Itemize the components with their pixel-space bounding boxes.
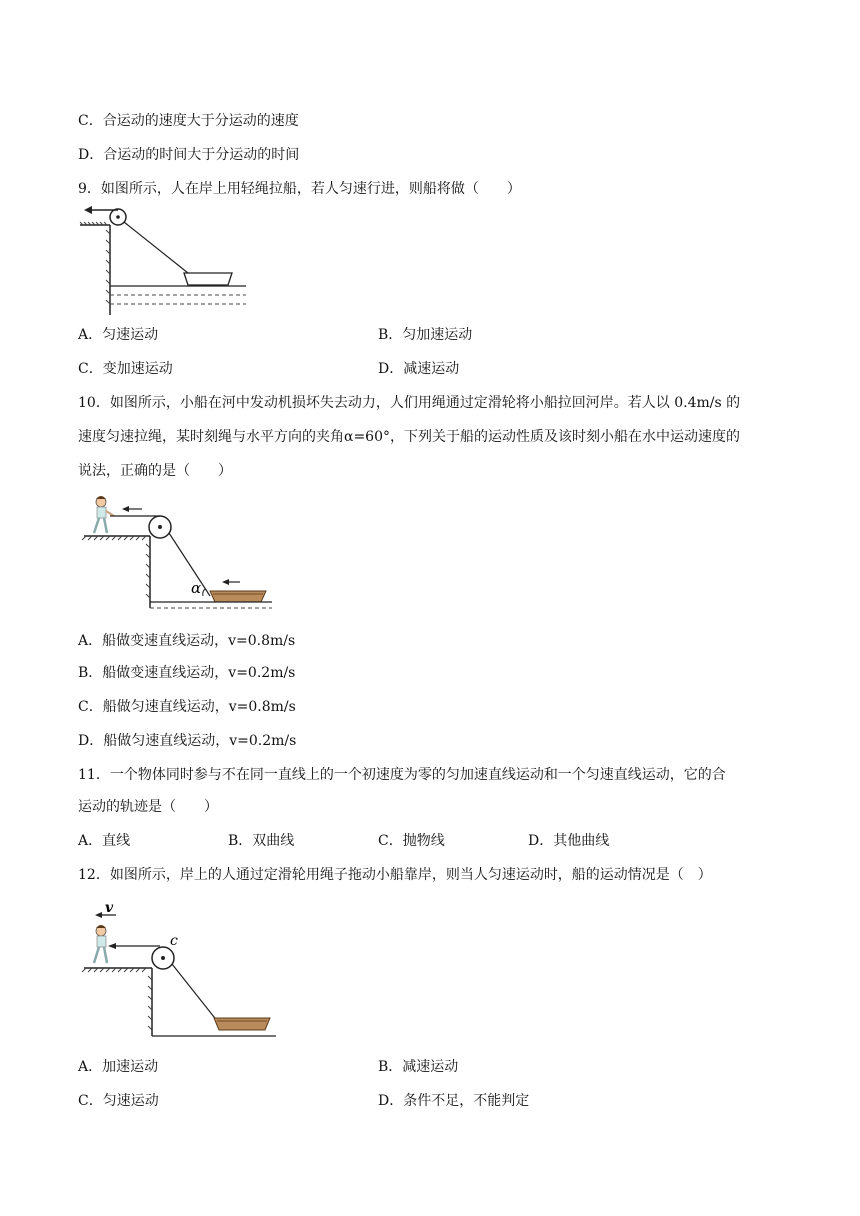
q8-option-c: C．合运动的速度大于分运动的速度	[78, 113, 299, 129]
q9-option-b: B．匀加速运动	[378, 327, 473, 343]
q11-stem-line1: 11．一个物体同时参与不在同一直线上的一个初速度为零的匀加速直线运动和一个匀速直线运动，它的合	[78, 767, 726, 783]
q11-stem-line2: 运动的轨迹是（ ）	[78, 799, 218, 815]
q11-option-c: C．抛物线	[378, 833, 445, 849]
q12-option-a: A．加速运动	[78, 1059, 159, 1075]
q12-option-b: B．减速运动	[378, 1059, 459, 1075]
q9-option-d: D．减速运动	[378, 361, 460, 377]
q12-option-d: D．条件不足，不能判定	[378, 1093, 530, 1109]
angle-label: α	[191, 579, 202, 597]
q12-stem: 12．如图所示，岸上的人通过定滑轮用绳子拖动小船靠岸，则当人匀速运动时，船的运动情况是（ ）	[78, 867, 712, 883]
person-icon	[94, 925, 107, 963]
q9-figure	[76, 200, 256, 320]
q11-option-d: D．其他曲线	[528, 833, 610, 849]
q10-figure	[80, 490, 280, 615]
q10-option-a: A．船做变速直线运动，v=0.8m/s	[78, 633, 296, 649]
q10-option-c: C．船做匀速直线运动，v=0.8m/s	[78, 699, 296, 715]
q10-stem-line2: 速度匀速拉绳，某时刻绳与水平方向的夹角α=60°，下列关于船的运动性质及该时刻小船在水中运动速度的	[78, 429, 740, 445]
q9-option-c: C．变加速运动	[78, 361, 173, 377]
q8-option-d: D．合运动的时间大于分运动的时间	[78, 147, 300, 163]
q11-option-b: B．双曲线	[228, 833, 295, 849]
q9-option-a: A．匀速运动	[78, 327, 159, 343]
person-icon	[94, 496, 114, 533]
q12-option-c: C．匀速运动	[78, 1093, 159, 1109]
pulley-label: c	[170, 933, 178, 949]
q10-option-b: B．船做变速直线运动，v=0.2m/s	[78, 665, 296, 681]
q11-option-a: A．直线	[78, 833, 131, 849]
q12-figure	[80, 898, 280, 1043]
velocity-label: v	[105, 900, 114, 916]
q10-stem-line1: 10．如图所示，小船在河中发动机损坏失去动力，人们用绳通过定滑轮将小船拉回河岸。若人以 0.4m/s 的	[78, 395, 741, 411]
q9-stem: 9．如图所示，人在岸上用轻绳拉船，若人匀速行进，则船将做（ ）	[78, 181, 521, 197]
q10-stem-line3: 说法，正确的是（ ）	[78, 463, 232, 479]
q10-option-d: D．船做匀速直线运动，v=0.2m/s	[78, 733, 297, 749]
